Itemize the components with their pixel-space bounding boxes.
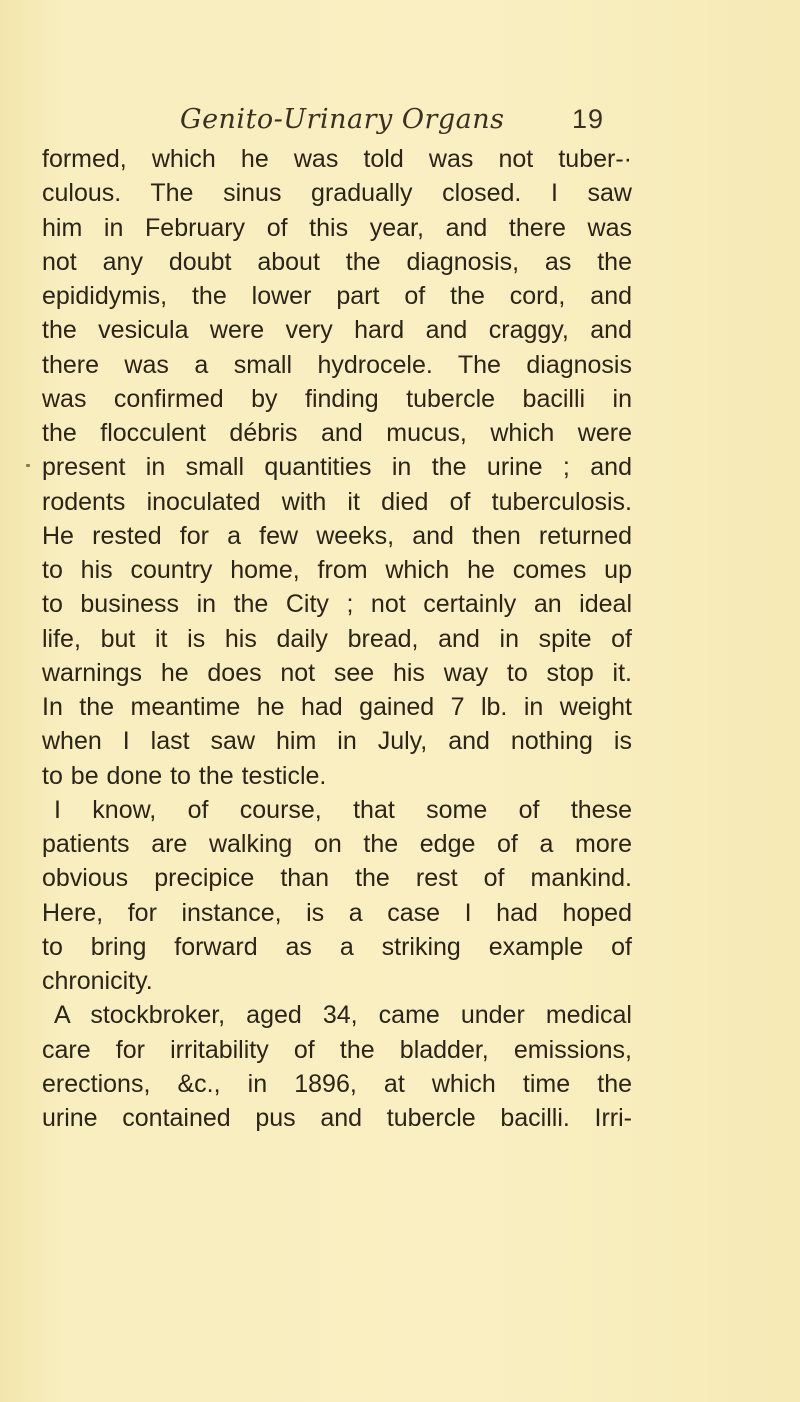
body-text	[42, 142, 632, 1135]
text-line: He rested for a few weeks, and then returned	[42, 521, 632, 550]
text-line: to his country home, from which he comes up	[42, 556, 632, 584]
text-line: care for irritability of the bladder, emissions,	[42, 1035, 632, 1064]
text-line: warnings he does not see his way to stop it.	[42, 658, 632, 687]
text-line: when I last saw him in July, and nothing is	[42, 727, 632, 756]
text-line: not any doubt about the diagnosis, as the	[42, 247, 632, 276]
text-line: patients are walking on the edge of a more	[42, 830, 632, 858]
running-title: Genito-Urinary Organs	[180, 104, 505, 135]
text-line: him in February of this year, and there was	[42, 213, 632, 242]
text-line: there was a small hydrocele. The diagnosis	[42, 350, 632, 379]
text-line: the flocculent débris and mucus, which were	[42, 419, 632, 447]
text-line: to bring forward as a striking example of	[42, 932, 632, 961]
text-line: obvious precipice than the rest of mankind.	[42, 864, 632, 893]
text-line: Here, for instance, is a case I had hoped	[42, 898, 632, 927]
text-line: urine contained pus and tubercle bacilli. Irri-	[42, 1104, 632, 1132]
text-line: life, but it is his daily bread, and in spite of	[42, 624, 632, 653]
text-line: rodents inoculated with it died of tuberculosis.	[42, 487, 632, 516]
text-line: culous. The sinus gradually closed. I saw	[42, 179, 632, 208]
text-line: I know, of course, that some of these	[54, 795, 632, 824]
margin-mark	[26, 464, 30, 467]
text-line: epididymis, the lower part of the cord, and	[42, 282, 632, 310]
text-line: the vesicula were very hard and craggy, and	[42, 316, 632, 345]
text-line: present in small quantities in the urine ; and	[42, 453, 632, 482]
text-line: chronicity.	[42, 967, 153, 995]
text-line: In the meantime he had gained 7 lb. in weight	[42, 693, 632, 721]
text-line: to business in the City ; not certainly an ideal	[42, 590, 632, 619]
text-line: erections, &c., in 1896, at which time the	[42, 1069, 632, 1098]
text-line: formed, which he was told was not tuber-·	[42, 145, 632, 173]
text-line: A stockbroker, aged 34, came under medical	[54, 1001, 632, 1030]
text-line: to be done to the testicle.	[42, 761, 327, 790]
page-header	[0, 100, 800, 140]
page-number: 19	[572, 104, 605, 134]
text-line: was confirmed by finding tubercle bacilli in	[42, 384, 632, 413]
